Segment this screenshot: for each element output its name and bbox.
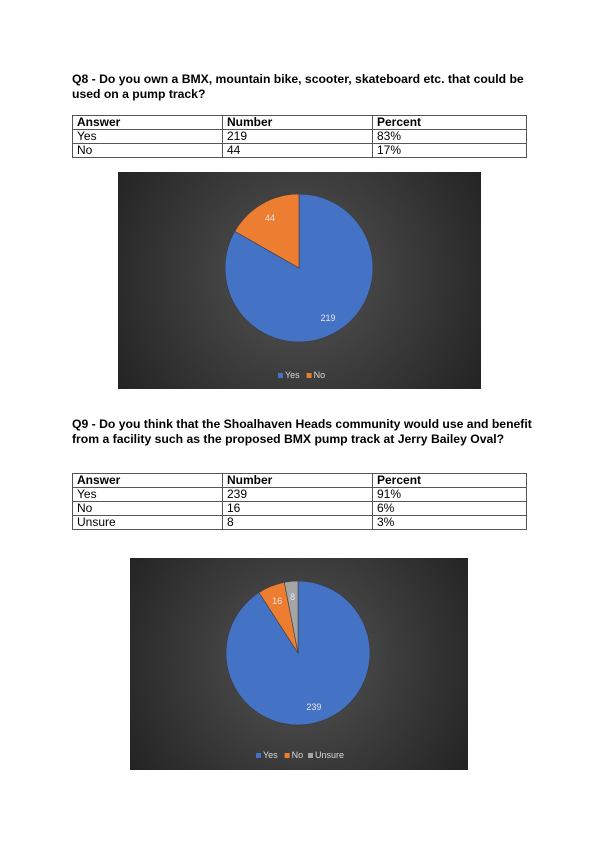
cell-number: 16 xyxy=(223,502,373,516)
data-label-yes: 239 xyxy=(306,701,322,712)
q9-pie-chart xyxy=(130,558,468,770)
data-label-unsure: 8 xyxy=(290,592,296,603)
table-row xyxy=(73,488,527,502)
q9-table xyxy=(72,473,527,530)
header-percent: Percent xyxy=(373,116,527,130)
header-number: Number xyxy=(223,116,373,130)
cell-answer: No xyxy=(73,502,223,516)
table-row xyxy=(73,144,527,158)
legend-label-no: No xyxy=(291,750,304,760)
cell-percent: 91% xyxy=(373,488,527,502)
q8-pie-svg xyxy=(118,172,481,389)
header-percent: Percent xyxy=(373,474,527,488)
legend-label-yes: Yes xyxy=(285,370,300,380)
legend-label-yes: Yes xyxy=(263,750,278,760)
table-header-row xyxy=(73,116,527,130)
cell-number: 44 xyxy=(223,144,373,158)
header-answer: Answer xyxy=(73,116,223,130)
cell-number: 8 xyxy=(223,516,373,530)
data-label-no: 16 xyxy=(272,595,283,606)
cell-percent: 3% xyxy=(373,516,527,530)
table-row xyxy=(73,502,527,516)
q8-question: Q8 - Do you own a BMX, mountain bike, scooter, skateboard etc. that could be used on a pump track? xyxy=(72,72,524,101)
cell-answer: No xyxy=(73,144,223,158)
cell-number: 239 xyxy=(223,488,373,502)
table-row xyxy=(73,516,527,530)
q9-pie-svg xyxy=(130,558,468,770)
table-row xyxy=(73,130,527,144)
legend-swatch-no xyxy=(285,753,290,758)
legend-label-unsure: Unsure xyxy=(315,750,345,760)
cell-percent: 83% xyxy=(373,130,527,144)
cell-answer: Yes xyxy=(73,130,223,144)
header-answer: Answer xyxy=(73,474,223,488)
q8-pie-chart xyxy=(118,172,481,389)
data-label-yes: 219 xyxy=(320,312,336,323)
cell-number: 219 xyxy=(223,130,373,144)
data-label-no: 44 xyxy=(264,213,276,224)
legend-swatch-no xyxy=(307,373,312,378)
header-number: Number xyxy=(223,474,373,488)
q9-question: Q9 - Do you think that the Shoalhaven Heads community would use and benefit from a facility such as the proposed BMX pump track at Jerry Bailey Oval? xyxy=(72,417,532,446)
q8-table xyxy=(72,115,527,158)
legend-label-no: No xyxy=(313,370,326,380)
cell-percent: 17% xyxy=(373,144,527,158)
cell-answer: Unsure xyxy=(73,516,223,530)
legend-swatch-unsure xyxy=(308,753,313,758)
cell-answer: Yes xyxy=(73,488,223,502)
legend-swatch-yes xyxy=(256,753,261,758)
cell-percent: 6% xyxy=(373,502,527,516)
legend-swatch-yes xyxy=(278,373,283,378)
table-header-row xyxy=(73,474,527,488)
